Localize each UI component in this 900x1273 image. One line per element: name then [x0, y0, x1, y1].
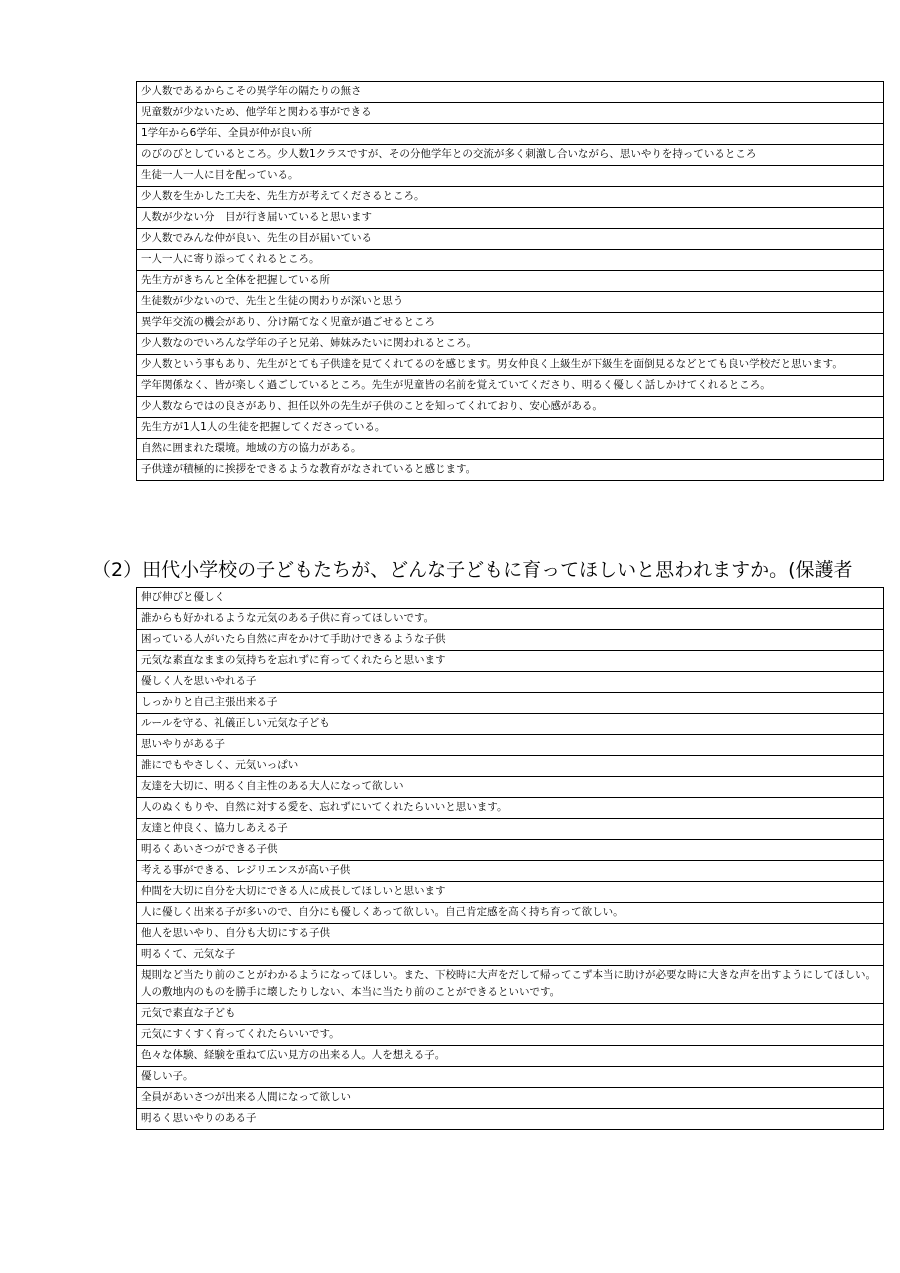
response-cell: 友達と仲良く、協力しあえる子: [137, 819, 884, 840]
response-cell: 学年関係なく、皆が楽しく過ごしているところ。先生が児童皆の名前を覚えていてくださり、明るく優しく話しかけてくれるところ。: [137, 376, 884, 397]
table-row: [137, 334, 884, 355]
response-cell: 生徒数が少ないので、先生と生徒の関わりが深いと思う: [137, 292, 884, 313]
response-cell: 誰からも好かれるような元気のある子供に育ってほしいです。: [137, 609, 884, 630]
response-cell: 全員があいさつが出来る人間になって欲しい: [137, 1088, 884, 1109]
table-row: [137, 861, 884, 882]
response-cell: のびのびとしているところ。少人数1クラスですが、その分他学年との交流が多く刺激し合いながら、思いやりを持っているところ: [137, 145, 884, 166]
table-row: [137, 735, 884, 756]
table-row: [137, 1109, 884, 1130]
table-row: [137, 882, 884, 903]
table-row: [137, 313, 884, 334]
response-cell: 元気にすくすく育ってくれたらいいです。: [137, 1025, 884, 1046]
table-row: [137, 1046, 884, 1067]
table-row: [137, 376, 884, 397]
table-row: [137, 439, 884, 460]
response-cell: 児童数が少ないため、他学年と関わる事ができる: [137, 103, 884, 124]
table-row: [137, 166, 884, 187]
table-row: [137, 609, 884, 630]
section-2-heading: （2）田代小学校の子どもたちが、どんな子どもに育ってほしいと思われますか。(保護者: [92, 559, 853, 581]
response-cell: 人数が少ない分 目が行き届いていると思います: [137, 208, 884, 229]
response-cell: しっかりと自己主張出来る子: [137, 693, 884, 714]
table-row: [137, 798, 884, 819]
table-row: [137, 840, 884, 861]
responses-table-1-body: [137, 82, 884, 481]
response-cell: ルールを守る、礼儀正しい元気な子ども: [137, 714, 884, 735]
table-row: [137, 966, 884, 1004]
responses-table-1: [136, 81, 884, 481]
response-cell: 少人数なのでいろんな学年の子と兄弟、姉妹みたいに関われるところ。: [137, 334, 884, 355]
response-cell: 人に優しく出来る子が多いので、自分にも優しくあって欲しい。自己肯定感を高く持ち育って欲しい。: [137, 903, 884, 924]
response-cell: 少人数ならではの良さがあり、担任以外の先生が子供のことを知ってくれており、安心感がある。: [137, 397, 884, 418]
table-row: [137, 1067, 884, 1088]
response-cell: 明るくあいさつができる子供: [137, 840, 884, 861]
table-row: [137, 777, 884, 798]
response-cell: 少人数を生かした工夫を、先生方が考えてくださるところ。: [137, 187, 884, 208]
table-row: [137, 714, 884, 735]
table-row: [137, 924, 884, 945]
table-row: [137, 630, 884, 651]
response-cell: 先生方がきちんと全体を把握している所: [137, 271, 884, 292]
table-row: [137, 229, 884, 250]
response-cell: 他人を思いやり、自分も大切にする子供: [137, 924, 884, 945]
table-row: [137, 945, 884, 966]
table-row: [137, 124, 884, 145]
response-cell: 思いやりがある子: [137, 735, 884, 756]
response-cell: 困っている人がいたら自然に声をかけて手助けできるような子供: [137, 630, 884, 651]
response-cell: 友達を大切に、明るく自主性のある大人になって欲しい: [137, 777, 884, 798]
responses-table-2-body: [137, 588, 884, 1130]
table-row: [137, 651, 884, 672]
response-cell: 色々な体験、経験を重ねて広い見方の出来る人。人を想える子。: [137, 1046, 884, 1067]
table-row: [137, 1004, 884, 1025]
table-row: [137, 460, 884, 481]
response-cell: 自然に囲まれた環境。地域の方の協力がある。: [137, 439, 884, 460]
response-cell: 子供達が積極的に挨拶をできるような教育がなされていると感じます。: [137, 460, 884, 481]
table-row: [137, 1025, 884, 1046]
table-row: [137, 187, 884, 208]
table-row: [137, 271, 884, 292]
response-cell: 少人数でみんな仲が良い、先生の目が届いている: [137, 229, 884, 250]
response-cell: 明るく思いやりのある子: [137, 1109, 884, 1130]
table-row: [137, 588, 884, 609]
response-cell: 少人数であるからこその異学年の隔たりの無さ: [137, 82, 884, 103]
response-cell: 仲間を大切に自分を大切にできる人に成長してほしいと思います: [137, 882, 884, 903]
table-row: [137, 672, 884, 693]
table-row: [137, 819, 884, 840]
table-row: [137, 208, 884, 229]
table-row: [137, 250, 884, 271]
table-row: [137, 145, 884, 166]
response-cell: 人のぬくもりや、自然に対する愛を、忘れずにいてくれたらいいと思います。: [137, 798, 884, 819]
table-row: [137, 292, 884, 313]
table-row: [137, 418, 884, 439]
response-cell: 先生方が1人1人の生徒を把握してくださっている。: [137, 418, 884, 439]
response-cell: 優しく人を思いやれる子: [137, 672, 884, 693]
response-cell: 明るくて、元気な子: [137, 945, 884, 966]
response-cell: 元気で素直な子ども: [137, 1004, 884, 1025]
response-cell: 1学年から6学年、全員が仲が良い所: [137, 124, 884, 145]
table-row: [137, 1088, 884, 1109]
response-cell: 考える事ができる、レジリエンスが高い子供: [137, 861, 884, 882]
response-cell: 少人数という事もあり、先生がとても子供達を見てくれてるのを感じます。男女仲良く上級生が下級生を面倒見るなどとても良い学校だと思います。: [137, 355, 884, 376]
table-row: [137, 82, 884, 103]
response-cell: 誰にでもやさしく、元気いっぱい: [137, 756, 884, 777]
response-cell: 異学年交流の機会があり、分け隔てなく児童が過ごせるところ: [137, 313, 884, 334]
response-cell: 優しい子。: [137, 1067, 884, 1088]
response-cell: 一人一人に寄り添ってくれるところ。: [137, 250, 884, 271]
table-row: [137, 693, 884, 714]
table-row: [137, 756, 884, 777]
table-row: [137, 397, 884, 418]
response-cell: 生徒一人一人に目を配っている。: [137, 166, 884, 187]
response-cell: 伸び伸びと優しく: [137, 588, 884, 609]
table-row: [137, 903, 884, 924]
table-row: [137, 355, 884, 376]
responses-table-2: [136, 587, 884, 1130]
table-row: [137, 103, 884, 124]
response-cell: 規則など当たり前のことがわかるようになってほしい。また、下校時に大声をだして帰ってこず本当に助けが必要な時に大きな声を出すようにしてほしい。 人の敷地内のものを勝手に壊したりしない、本当に当たり前のことができるといいです。: [137, 966, 884, 1004]
response-cell: 元気な素直なままの気持ちを忘れずに育ってくれたらと思います: [137, 651, 884, 672]
